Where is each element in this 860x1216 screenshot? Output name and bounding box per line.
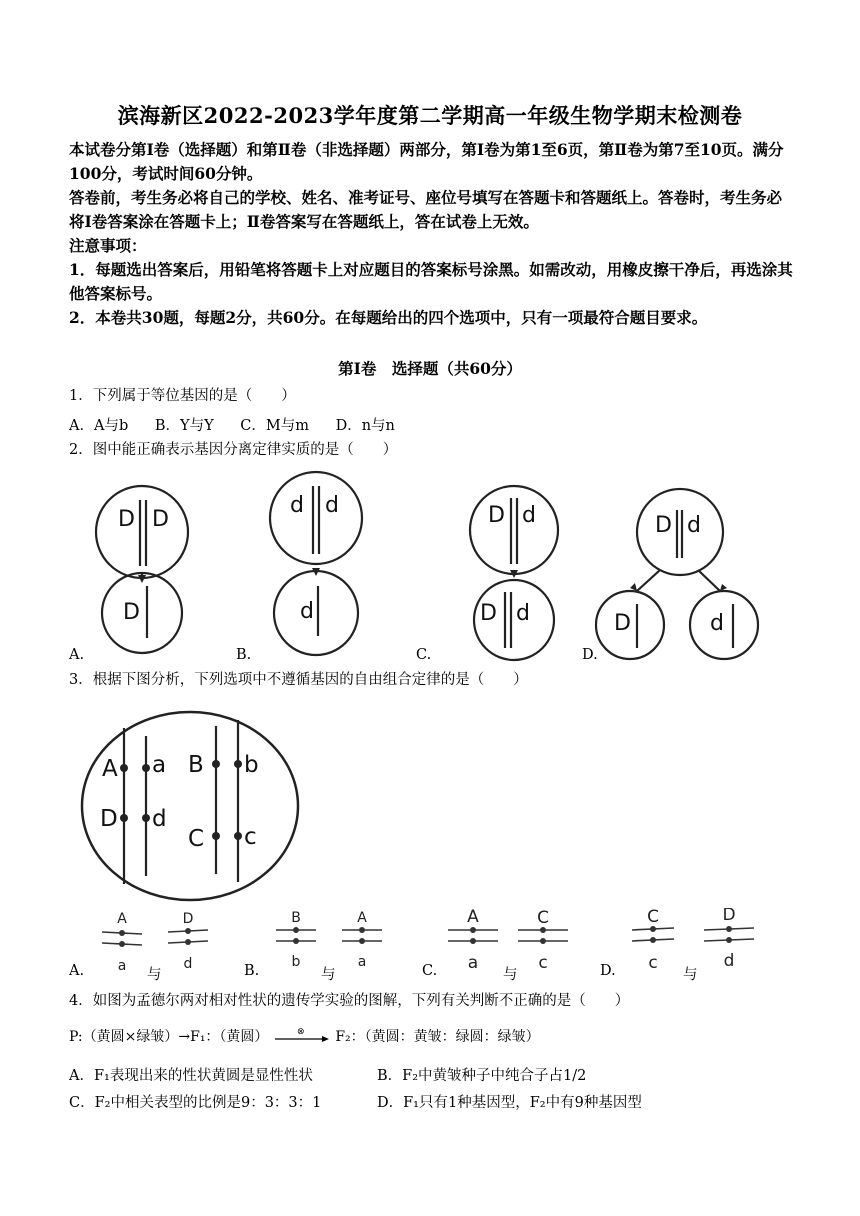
question-2-stem: 2．图中能正确表示基因分离定律实质的是（ ）	[69, 442, 398, 458]
option-d: D．n与n	[335, 418, 395, 434]
cell-a-top	[96, 486, 188, 578]
cell-d-bottom-right	[690, 591, 758, 659]
question-4-stem: 4．如图为孟德尔两对相对性状的遗传学实验的图解，下列有关判断不正确的是（ ）	[69, 993, 630, 1009]
gene-label: C	[537, 908, 549, 928]
option-c: C．M与m	[240, 418, 309, 434]
gene-label: B	[291, 910, 301, 926]
gene-label: a	[117, 958, 127, 974]
gene-label: c	[538, 953, 548, 973]
gene-label: D	[182, 911, 194, 927]
intro-paragraph: 答卷前，考生务必将自己的学校、姓名、准考证号、座位号填写在答题卡和答题纸上。答卷时，考生务必将Ⅰ卷答案涂在答题卡上；Ⅱ卷答案写在答题纸上，答在试卷上无效。	[69, 188, 783, 231]
note-item: 2．本卷共30题，每题2分，共60分。在每题给出的四个选项中，只有一项最符合题目要求。	[69, 308, 708, 327]
gene-label: D	[123, 600, 140, 625]
q2-label-a: A.	[69, 647, 85, 663]
intro-paragraph: 本试卷分第Ⅰ卷（选择题）和第Ⅱ卷（非选择题）两部分，第Ⅰ卷为第1至6页，第Ⅱ卷为第7至10页。满分100分，考试时间60分钟。	[69, 140, 784, 183]
option-b: B．F₂中黄皱种子中纯合子占1/2	[377, 1068, 587, 1084]
q2-label-b: B.	[236, 647, 252, 663]
gene-label: b	[291, 954, 301, 970]
gene-label: a	[152, 752, 167, 778]
q3-connector: 与	[321, 967, 336, 983]
gene-label: D	[722, 908, 736, 925]
q3-connector: 与	[147, 967, 162, 983]
gene-label: A	[117, 911, 127, 927]
gene-label: D	[480, 601, 497, 626]
gene-label: D	[100, 806, 118, 832]
gene-label: B	[188, 752, 204, 778]
question-3-options-figure	[60, 908, 780, 980]
gene-label: A	[357, 910, 367, 926]
gene-label: c	[244, 824, 257, 850]
parent-generation: P:（黄圆×绿皱）	[69, 1029, 179, 1045]
f2-generation: F₂：（黄圆：黄皱：绿圆：绿皱）	[335, 1029, 540, 1045]
gene-label: C	[188, 826, 205, 852]
q2-label-c: C.	[416, 647, 432, 663]
section-title: 第Ⅰ卷 选择题（共60分）	[338, 359, 522, 378]
gene-label: a	[357, 954, 367, 970]
selfing-arrow	[273, 1027, 331, 1044]
gene-label: C	[647, 908, 659, 927]
f1-generation: →F₁：（黄圆）	[178, 1029, 269, 1045]
gene-label: D	[488, 503, 505, 528]
cell-b-bottom	[274, 571, 358, 655]
question-1-options	[69, 414, 417, 435]
selfing-symbol: ⊗	[296, 1027, 305, 1037]
question-1-stem: 1．下列属于等位基因的是（ ）	[69, 388, 296, 404]
question-3-cell-figure	[78, 706, 303, 906]
option-c: C．F₂中相关表型的比例是9：3：3：1	[69, 1095, 322, 1111]
q3-label-d: D.	[600, 963, 616, 979]
cell-c-top	[470, 486, 558, 574]
cross-formula	[69, 1026, 540, 1046]
note-item: 1．每题选出答案后，用铅笔将答题卡上对应题目的答案标号涂黑。如需改动，用橡皮擦干净后，再选涂其他答案标号。	[69, 260, 793, 303]
gene-label: d	[152, 806, 167, 832]
cell-d-top	[637, 489, 723, 575]
q3-label-a: A.	[69, 963, 85, 979]
cell-b-top	[270, 472, 362, 564]
q3-label-c: C.	[422, 963, 438, 979]
option-a: A．F₁表现出来的性状黄圆是显性性状	[69, 1068, 313, 1084]
gene-label: d	[723, 951, 735, 971]
gene-label: D	[655, 513, 672, 538]
gene-label: a	[467, 953, 479, 973]
q3-connector: 与	[503, 967, 518, 983]
cell-a-bottom	[102, 573, 182, 653]
q3-label-b: B.	[244, 963, 260, 979]
option-a: A．A与b	[69, 418, 129, 434]
q2-label-d: D.	[582, 647, 598, 663]
notes-heading: 注意事项：	[69, 236, 147, 255]
exam-title: 滨海新区2022-2023学年度第二学期高一年级生物学期末检测卷	[117, 103, 743, 128]
gene-label: d	[522, 503, 536, 528]
gene-label: d	[300, 599, 314, 624]
option-b: B．Y与Y	[154, 418, 214, 434]
gene-label: D	[118, 507, 135, 532]
gene-label: d	[290, 493, 304, 518]
gene-label: D	[614, 611, 631, 636]
gene-label: d	[325, 493, 339, 518]
gene-label: b	[244, 752, 259, 778]
exam-instructions	[69, 138, 797, 330]
gene-label: A	[467, 908, 479, 927]
question-3-stem: 3．根据下图分析，下列选项中不遵循基因的自由组合定律的是（ ）	[69, 672, 528, 688]
gene-label: d	[516, 601, 530, 626]
gene-label: d	[687, 513, 701, 538]
gene-label: A	[102, 756, 118, 782]
gene-label: d	[183, 956, 193, 972]
q3-connector: 与	[683, 967, 698, 983]
option-d: D．F₁只有1种基因型，F₂中有9种基因型	[377, 1095, 642, 1111]
gene-label: c	[648, 953, 658, 973]
question-2-figure	[60, 470, 780, 670]
gene-label: D	[152, 507, 169, 532]
gene-label: d	[710, 611, 724, 636]
